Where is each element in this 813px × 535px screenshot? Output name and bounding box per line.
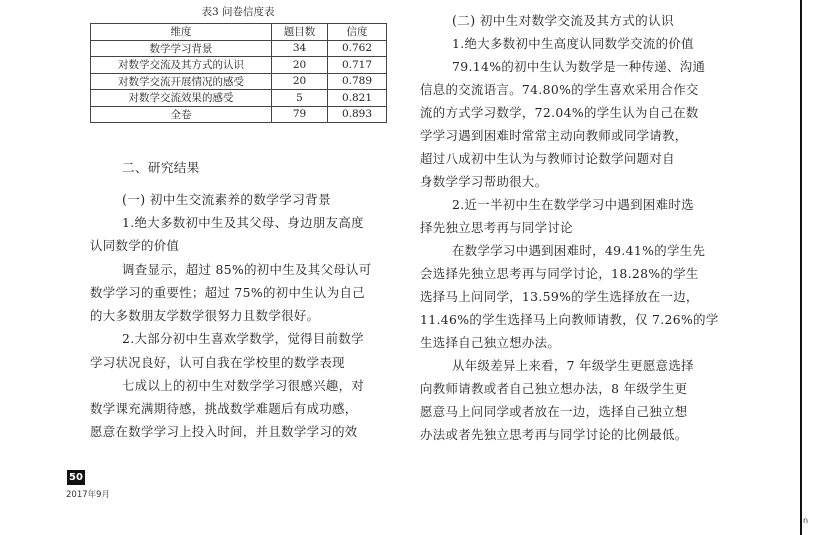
header-reliability: 信度 [328, 24, 387, 41]
text-line: 的大多数朋友学数学很努力且数学很好。 [90, 308, 320, 323]
cell-reliability: 0.789 [328, 73, 387, 90]
text-line: 学学习遇到困难时常常主动向教师或同学请教， [420, 128, 688, 143]
page-number: 50 [67, 470, 85, 485]
cell-item-count: 34 [272, 40, 328, 57]
cell-reliability: 0.717 [328, 57, 387, 74]
text-line: 生选择自己独立想办法。 [420, 335, 561, 350]
text-line: 学习状况良好，认可自我在学校里的数学表现 [90, 355, 345, 370]
text-line: 流的方式学习数学，72.04%的学生认为自己在数 [420, 105, 699, 120]
header-item-count: 题目数 [272, 24, 328, 41]
subsection-title: (二) 初中生对数学交流及其方式的认识 [452, 13, 674, 28]
text-line: 愿意在数学学习上投入时间，并且数学学习的效 [90, 424, 358, 439]
text-line: 择先独立思考再与同学讨论 [420, 220, 573, 235]
text-line: 七成以上的初中生对数学学习很感兴趣，对 [122, 378, 365, 393]
text-line: 11.46%的学生选择马上向教师请教，仅 7.26%的学 [420, 312, 719, 327]
header-dimension: 维度 [91, 24, 272, 41]
edge-mark: n [803, 516, 809, 525]
text-line: 1.绝大多数初中生高度认同数学交流的价值 [452, 36, 694, 51]
text-line: 1.绝大多数初中生及其父母、身边朋友高度 [122, 215, 364, 230]
text-line: 会选择先独立思考再与同学讨论，18.28%的学生 [420, 266, 699, 281]
cell-item-count: 20 [272, 73, 328, 90]
text-line: 从年级差异上来看，7 年级学生更愿意选择 [452, 358, 694, 373]
cell-reliability: 0.762 [328, 40, 387, 57]
page-edge-line [800, 0, 802, 535]
cell-reliability: 0.893 [328, 106, 387, 123]
text-line: 79.14%的初中生认为数学是一种传递、沟通 [452, 59, 706, 74]
text-line: 2.近一半初中生在数学学习中遇到困难时选 [452, 197, 694, 212]
text-line: 在数学学习中遇到困难时，49.41%的学生先 [452, 243, 706, 258]
text-line: 向教师请教或者自己独立想办法，8 年级学生更 [420, 381, 688, 396]
issue-date: 2017年9月 [66, 490, 111, 500]
cell-dimension: 对数学交流开展情况的感受 [91, 73, 272, 90]
cell-item-count: 5 [272, 90, 328, 107]
cell-dimension: 对数学交流及其方式的认识 [91, 57, 272, 74]
text-line: 信息的交流语言。74.80%的学生喜欢采用合作交 [420, 82, 699, 97]
cell-reliability: 0.821 [328, 90, 387, 107]
cell-dimension: 全卷 [91, 106, 272, 123]
subsection-title: (一) 初中生交流素养的数学学习背景 [122, 192, 332, 207]
text-line: 愿意马上问同学或者放在一边，选择自己独立想 [420, 404, 688, 419]
section-title: 二、研究结果 [122, 160, 200, 175]
table-row-total [91, 106, 387, 123]
text-line: 数学学习的重要性；超过 75%的初中生认为自己 [90, 285, 365, 300]
text-line: 认同数学的价值 [90, 238, 180, 253]
table-row [91, 90, 387, 107]
table-row [91, 57, 387, 74]
text-line: 选择马上问同学，13.59%的学生选择放在一边， [420, 289, 699, 304]
table-caption: 表3 问卷信度表 [201, 6, 275, 18]
table-header-row [91, 24, 387, 41]
text-line: 超过八成初中生认为与教师讨论数学问题对自 [420, 151, 675, 166]
text-line: 2.大部分初中生喜欢学数学，觉得目前数学 [122, 331, 364, 346]
text-line: 数学课充满期待感，挑战数学难题后有成功感， [90, 401, 358, 416]
text-line: 办法或者先独立思考再与同学讨论的比例最低。 [420, 427, 688, 442]
cell-item-count: 20 [272, 57, 328, 74]
cell-dimension: 对数学交流效果的感受 [91, 90, 272, 107]
cell-item-count: 79 [272, 106, 328, 123]
reliability-table [90, 23, 387, 123]
text-line: 调查显示，超过 85%的初中生及其父母认可 [122, 262, 372, 277]
cell-dimension: 数学学习背景 [91, 40, 272, 57]
table-row [91, 73, 387, 90]
text-line: 身数学学习帮助很大。 [420, 174, 548, 189]
table-row [91, 40, 387, 57]
